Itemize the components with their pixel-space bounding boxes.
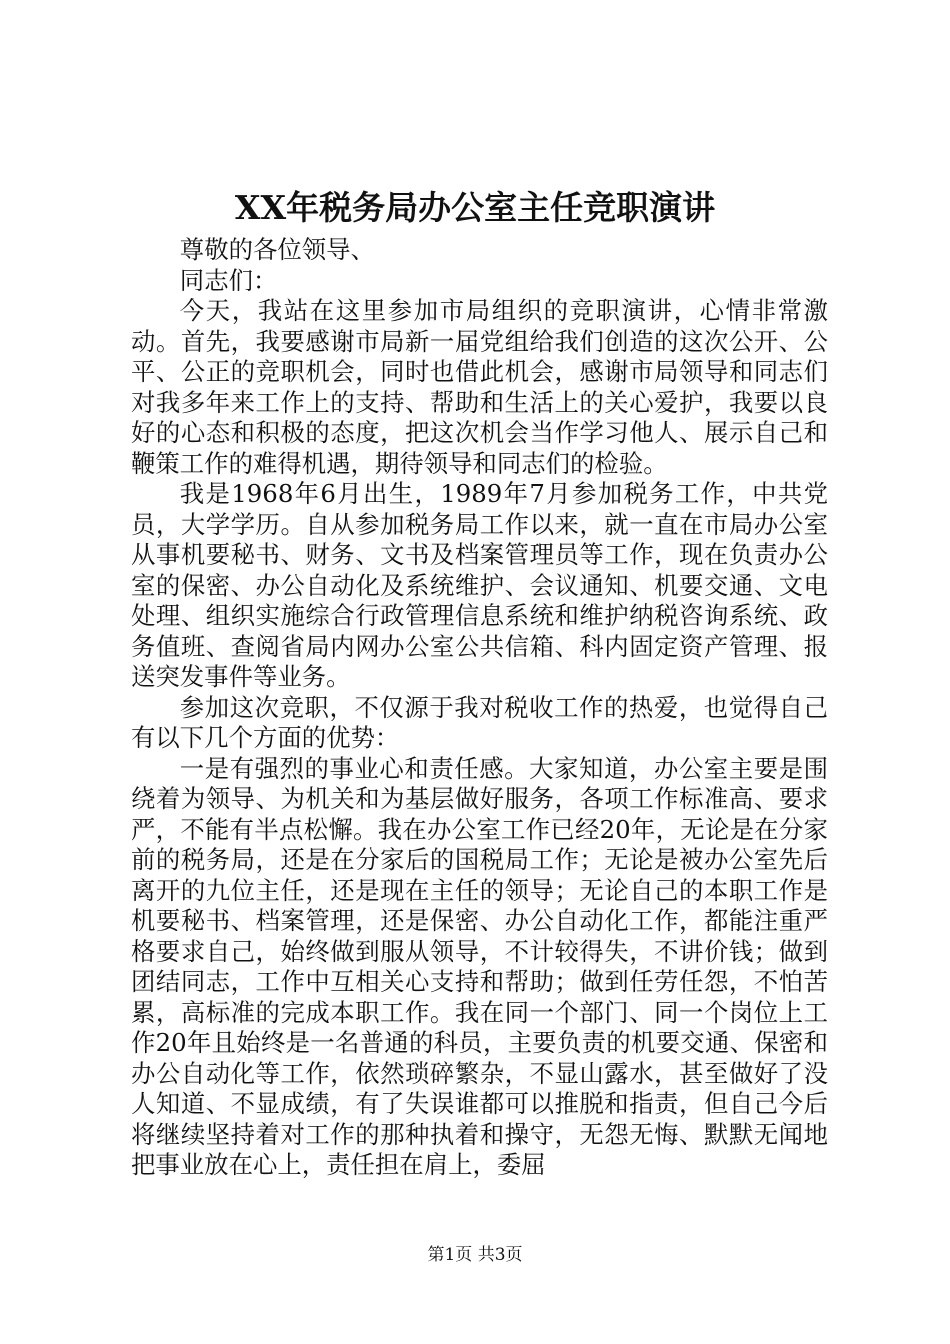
page-footer: 第1页 共3页 [427, 1245, 523, 1265]
document-title: XX年税务局办公室主任竞职演讲 [234, 188, 716, 227]
salutation-line-1: 尊敬的各位领导、 [179, 235, 375, 264]
salutation-line-2: 同志们： [179, 265, 278, 295]
paragraph-advantage-one: 一是有强烈的事业心和责任感。大家知道，办公室主要是围绕着为领导、为机关和为基层做好服务，各项工作标准高、要求严，不能有半点松懈。我在办公室工作已经20年，无论是在分家前的税务局，还是在分家后的国税局工作；无论是被办公室先后离开的九位主任，还是现在主任的领导；无论自己的本职工作是机要秘书、档案管理，还是保密、办公自动化工作，都能注重严格要求自己，始终做到服从领导，不计较得失，不讲价钱；做到团结同志，工作中互相关心支持和帮助；做到任劳任怨，不怕苦累，高标准的完成本职工作。我在同一个部门、同一个岗位上工作20年且始终是一名普通的科员，主要负责的机要交通、保密和办公自动化等工作，依然琐碎繁杂，不显山露水，甚至做好了没人知道、不显成绩，有了失误谁都可以推脱和指责，但自己今后将继续坚持着对工作的那种执着和操守，无怨无悔、默默无闻地把事业放在心上，责任担在肩上，委屈 [131, 753, 828, 1179]
paragraph-background: 我是1968年6月出生，1989年7月参加税务工作，中共党员，大学学历。自从参加税务局工作以来，就一直在市局办公室从事机要秘书、财务、文书及档案管理员等工作，现在负责办公室的保密、办公自动化及系统维护、会议通知、机要交通、文电处理、组织实施综合行政管理信息系统和维护纳税咨询系统、政务值班、查阅省局内网办公室公共信箱、科内固定资产管理、报送突发事件等业务。 [131, 479, 828, 691]
document-body [131, 235, 828, 1181]
paragraph-opening: 今天，我站在这里参加市局组织的竞职演讲，心情非常激动。首先，我要感谢市局新一届党组给我们创造的这次公开、公平、公正的竞职机会，同时也借此机会，感谢市局领导和同志们对我多年来工作上的支持、帮助和生活上的关心爱护，我要以良好的心态和积极的态度，把这次机会当作学习他人、展示自己和鞭策工作的难得机遇，期待领导和同志们的检验。 [131, 296, 828, 478]
paragraph-advantages-intro: 参加这次竞职，不仅源于我对税收工作的热爱，也觉得自己有以下几个方面的优势： [131, 692, 828, 752]
